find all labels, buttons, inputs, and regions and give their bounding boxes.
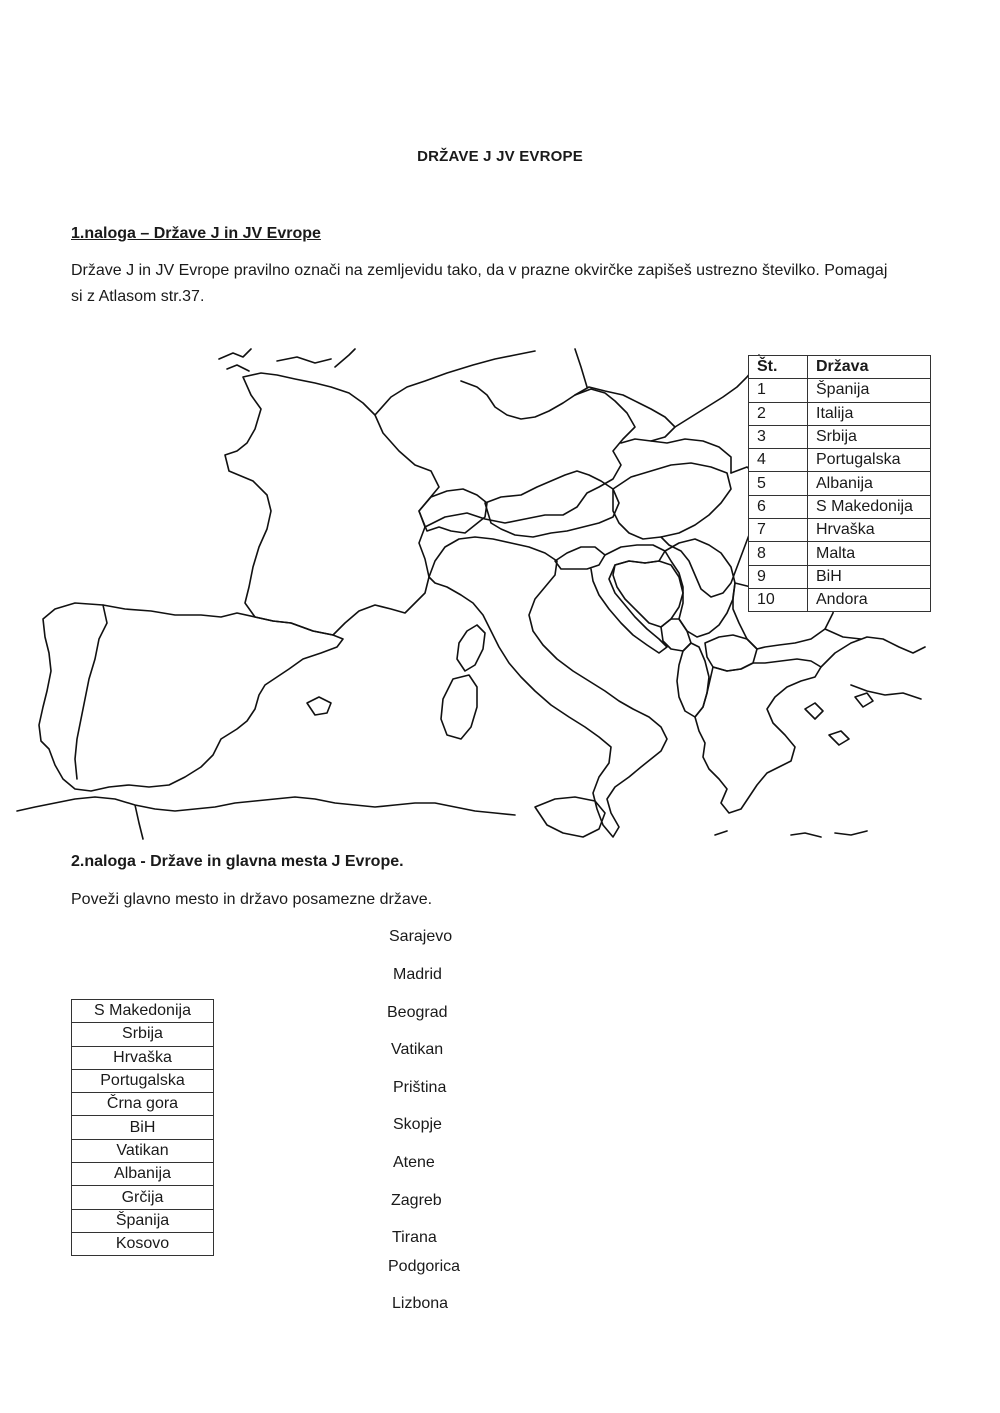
legend-row [749, 449, 931, 472]
country-cell[interactable]: Portugalska [72, 1069, 214, 1092]
poland-border [575, 349, 759, 427]
legend-row [749, 472, 931, 495]
legend-row [749, 519, 931, 542]
country-row [72, 1139, 214, 1162]
country-cell[interactable]: S Makedonija [72, 1000, 214, 1023]
north-africa-coast [17, 797, 515, 839]
task1-heading: 1.naloga – Države J in JV Evrope [71, 225, 321, 242]
task1-instructions-line1: Države J in JV Evrope pravilno označi na zemljevidu tako, da v prazne okvirčke zapišeš ustrezno številko. Pomagaj [71, 262, 888, 279]
legend-row [749, 542, 931, 565]
bottom-fragments [715, 831, 867, 837]
country-row [72, 1023, 214, 1046]
capital-item[interactable]: Skopje [393, 1116, 442, 1133]
legend-country: Španija [808, 379, 931, 402]
italy-outline [429, 537, 667, 837]
task2-instructions: Poveži glavno mesto in državo posamezne države. [71, 891, 433, 908]
countries-table [71, 999, 214, 1256]
country-row [72, 1186, 214, 1209]
austria-outline [485, 471, 619, 537]
legend-row [749, 588, 931, 611]
country-row [72, 1000, 214, 1023]
country-row [72, 1093, 214, 1116]
legend-row [749, 402, 931, 425]
country-row [72, 1116, 214, 1139]
capital-item[interactable]: Tirana [392, 1229, 437, 1246]
task1-instructions-line2: si z Atlasom str.37. [71, 288, 205, 305]
capital-item[interactable]: Vatikan [391, 1041, 444, 1058]
country-legend-table [748, 355, 931, 612]
legend-number: 6 [749, 495, 808, 518]
capital-item[interactable]: Madrid [393, 966, 442, 983]
country-row [72, 1046, 214, 1069]
legend-number: 1 [749, 379, 808, 402]
slovenia-outline [555, 547, 605, 569]
legend-country: Andora [808, 588, 931, 611]
greece-outline [695, 659, 821, 813]
balearic-outline [307, 697, 331, 715]
czech-outline [575, 387, 675, 443]
legend-row [749, 425, 931, 448]
legend-number: 9 [749, 565, 808, 588]
country-row [72, 1209, 214, 1232]
country-cell[interactable]: Kosovo [72, 1232, 214, 1255]
sicily-outline [535, 797, 605, 837]
bih-outline [613, 561, 683, 627]
legend-number: 2 [749, 402, 808, 425]
country-cell[interactable]: Srbija [72, 1023, 214, 1046]
portugal-border [75, 605, 107, 779]
legend-number: 4 [749, 449, 808, 472]
turkey-edge [821, 629, 925, 699]
britain-fragment [219, 349, 355, 371]
country-cell[interactable]: Albanija [72, 1163, 214, 1186]
legend-country: Italija [808, 402, 931, 425]
country-row [72, 1069, 214, 1092]
country-row [72, 1163, 214, 1186]
sardinia-outline [441, 675, 477, 739]
country-cell[interactable]: Vatikan [72, 1139, 214, 1162]
legend-number: 3 [749, 425, 808, 448]
albania-outline [677, 643, 709, 717]
romania-outline [661, 467, 759, 597]
capital-item[interactable]: Lizbona [392, 1295, 449, 1312]
france-outline [225, 373, 439, 635]
capital-item[interactable]: Zagreb [391, 1192, 442, 1209]
legend-header-country: Država [808, 356, 931, 379]
legend-country: Srbija [808, 425, 931, 448]
capital-item[interactable]: Podgorica [388, 1258, 461, 1275]
capital-item[interactable]: Atene [393, 1154, 435, 1171]
legend-country: Hrvaška [808, 519, 931, 542]
page-title: DRŽAVE J JV EVROPE [417, 148, 583, 165]
legend-country: BiH [808, 565, 931, 588]
greek-islands [805, 693, 873, 745]
legend-country: Malta [808, 542, 931, 565]
legend-country: S Makedonija [808, 495, 931, 518]
legend-row [749, 565, 931, 588]
legend-row [749, 495, 931, 518]
legend-row [749, 379, 931, 402]
legend-number: 8 [749, 542, 808, 565]
country-cell[interactable]: Grčija [72, 1186, 214, 1209]
hungary-outline [613, 463, 731, 539]
country-cell[interactable]: Črna gora [72, 1093, 214, 1116]
legend-number: 5 [749, 472, 808, 495]
capital-item[interactable]: Priština [393, 1079, 447, 1096]
corsica-outline [457, 625, 485, 671]
switzerland-outline [419, 489, 487, 533]
legend-header-row [749, 356, 931, 379]
country-cell[interactable]: Španija [72, 1209, 214, 1232]
country-cell[interactable]: Hrvaška [72, 1046, 214, 1069]
central-europe-lines [375, 351, 635, 527]
capital-item[interactable]: Sarajevo [389, 928, 453, 945]
legend-country: Portugalska [808, 449, 931, 472]
legend-number: 7 [749, 519, 808, 542]
legend-number: 10 [749, 588, 808, 611]
capital-item[interactable]: Beograd [387, 1004, 448, 1021]
country-cell[interactable]: BiH [72, 1116, 214, 1139]
country-row [72, 1232, 214, 1255]
legend-country: Albanija [808, 472, 931, 495]
legend-header-number: Št. [749, 356, 808, 379]
task2-heading: 2.naloga - Države in glavna mesta J Evrope. [71, 853, 404, 870]
